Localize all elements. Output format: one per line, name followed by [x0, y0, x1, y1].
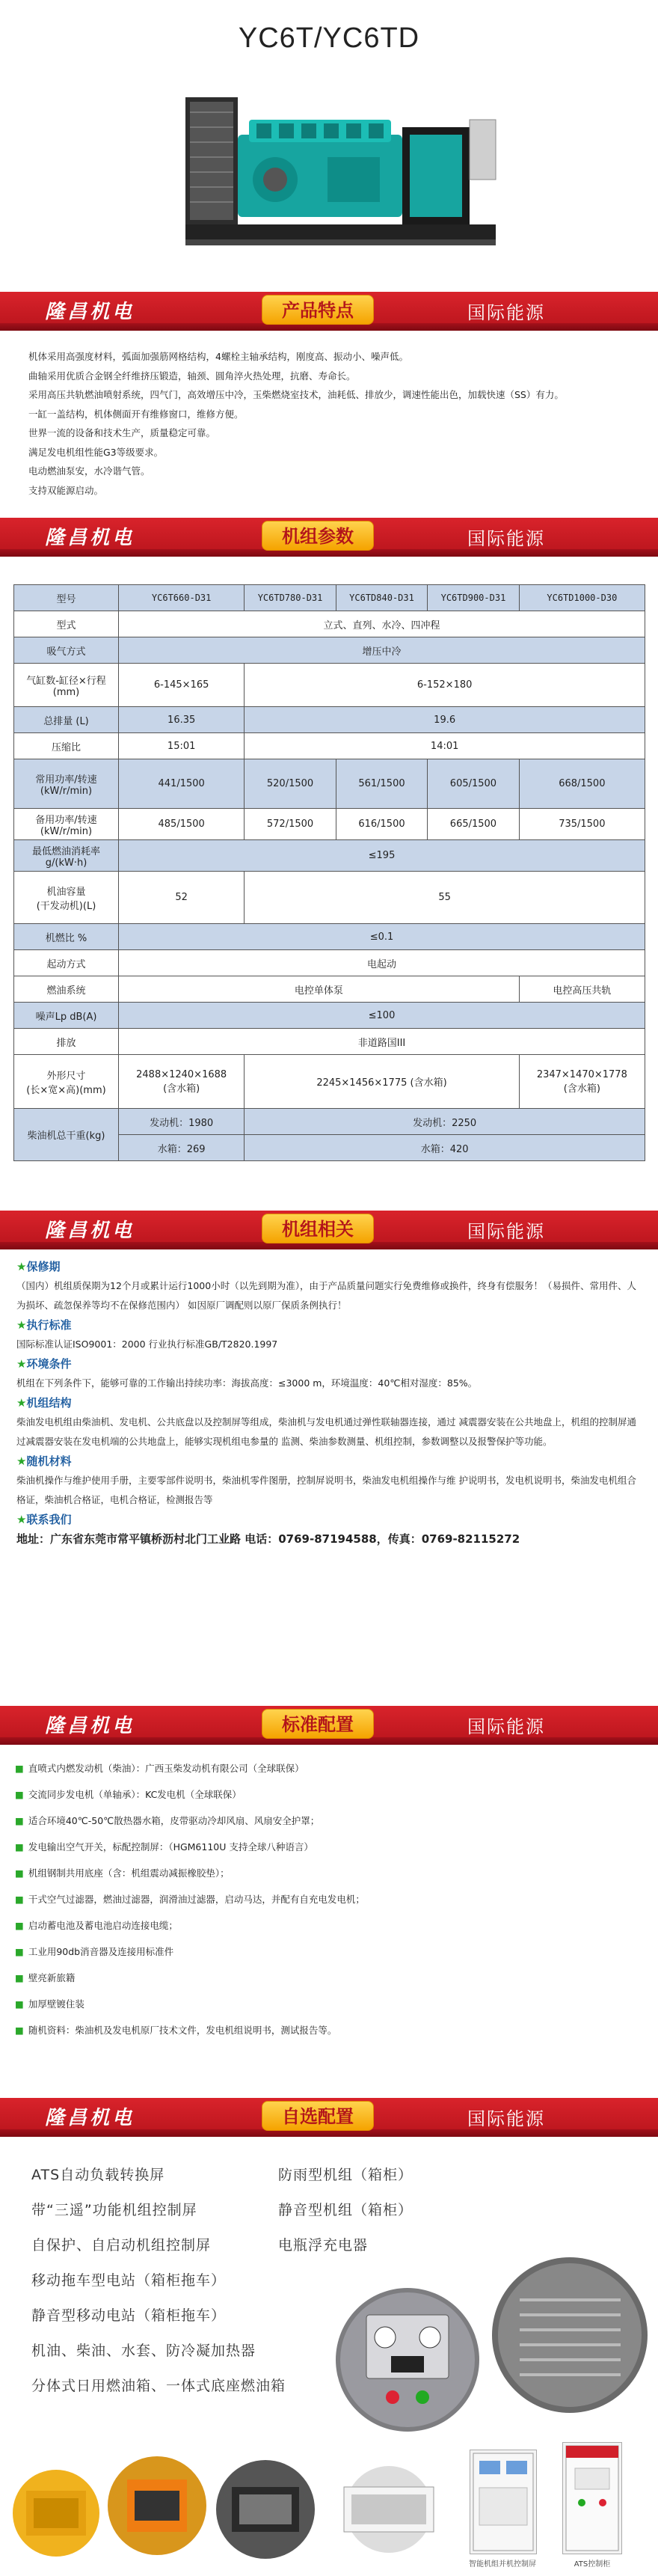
table-cell: 起动方式 — [14, 950, 119, 976]
table-cell: 2245×1456×1775 (含水箱) — [245, 1055, 519, 1109]
table-cell: YC6TD1000-D30 — [519, 585, 645, 611]
option-item: 自保护、自启动机组控制屏 — [31, 2237, 212, 2254]
brand-logo: 隆昌机电 — [45, 1220, 135, 1242]
list-item: ■ 适合环境40℃-50℃散热器水箱，皮带驱动冷却风扇、风扇安全护罩； — [15, 1815, 320, 1826]
table-cell: 发动机：2250 — [245, 1109, 645, 1135]
banner-right-text: 国际能源 — [467, 1221, 545, 1242]
banner-tag-features: 产品特点 — [262, 295, 374, 325]
table-row — [14, 1029, 645, 1055]
banner-tag-standard: 标准配置 — [262, 1709, 374, 1739]
table-row — [14, 733, 645, 759]
table-row — [14, 976, 645, 1003]
paragraph: 柴油发电机组由柴油机、发电机、公共底盘以及控制屏等组成，柴油机与发电机通过弹性联轴器连接，通过 减震器安装在公共地盘上，机组的控制屏通过减震器安装在发电机端的公共地盘上，能够实现机组电参量的 监测、柴油参数测量、机组控制，参数调整以及报警保护等功能。 — [16, 1416, 636, 1447]
table-row — [14, 809, 645, 840]
table-row — [14, 707, 645, 733]
list-item: ■ 交流同步发电机（单轴承）：KC发电机（全球联保） — [15, 1789, 242, 1800]
banner-tag-related: 机组相关 — [262, 1214, 374, 1243]
cabinet-icon — [470, 2450, 536, 2554]
table-cell: 噪声Lp dB(A) — [14, 1003, 119, 1029]
table-cell: 2347×1470×1778 (含水箱) — [519, 1055, 645, 1109]
list-item: ■ 壁亮新旅籍 — [15, 1972, 76, 1983]
feature-item: 满足发电机组性能G3等级要求。 — [28, 446, 164, 458]
ats-cabinet — [562, 2442, 622, 2554]
table-cell: 52 — [119, 872, 245, 924]
section-heading: ★机组结构 — [16, 1396, 72, 1410]
banner-tag-optional: 自选配置 — [262, 2101, 374, 2131]
list-item: ■ 发电输出空气开关，标配控制屏：（HGM6110U 支持全球八种语言） — [15, 1841, 313, 1853]
spec-section — [0, 557, 658, 1231]
section-heading: ★随机材料 — [16, 1454, 72, 1468]
table-cell: YC6TD780-D31 — [245, 585, 336, 611]
option-item: 带“三遥”功能机组控制屏 — [31, 2202, 197, 2218]
table-cell: 型式 — [14, 611, 119, 637]
option-item: 防雨型机组（箱柜） — [278, 2167, 413, 2183]
option-item: 静音型机组（箱柜） — [278, 2202, 413, 2218]
radiator-photo — [490, 2255, 651, 2416]
table-cell: 总排量 (L) — [14, 707, 119, 733]
option-item: 分体式日用燃油箱、一体式底座燃油箱 — [31, 2378, 286, 2394]
table-row — [14, 1003, 645, 1029]
control-panel-photo — [333, 2285, 482, 2435]
contact-info: 地址：广东省东莞市常平镇桥沥村北门工业路 电话：0769-87194588，传真：0769-82115272 — [16, 1532, 520, 1546]
feature-item: 世界一流的设备和技术生产，质量稳定可靠。 — [28, 427, 216, 438]
table-row — [14, 759, 645, 809]
table-row — [14, 840, 645, 872]
table-cell: 柴油机总干重(kg) — [14, 1109, 119, 1161]
standard-list — [0, 1745, 658, 2043]
table-row — [14, 637, 645, 664]
table-row — [14, 585, 645, 611]
parallel-control-cabinet — [470, 2450, 537, 2554]
table-cell: 电控高压共轨 — [519, 976, 645, 1003]
feature-item: 一缸一盖结构，机体侧面开有维修窗口，维修方便。 — [28, 408, 244, 420]
table-cell: 型号 — [14, 585, 119, 611]
option-item: 机油、柴油、水套、防冷凝加热器 — [31, 2343, 256, 2359]
table-row — [14, 1055, 645, 1109]
banner-optional — [0, 2098, 658, 2137]
table-cell: 19.6 — [245, 707, 645, 733]
table-cell: 2488×1240×1688 (含水箱) — [119, 1055, 245, 1109]
section-heading: ★保修期 — [16, 1260, 61, 1273]
banner-related — [0, 1211, 658, 1249]
feature-list — [0, 331, 658, 518]
table-cell: 增压中冷 — [119, 637, 645, 664]
table-cell: 616/1500 — [336, 809, 427, 840]
list-item: ■ 机组钢制共用底座（含：机组震动减振橡胶垫）； — [15, 1867, 230, 1879]
related-content — [0, 1249, 658, 1549]
spec-table — [13, 584, 645, 1161]
table-cell: 电控单体泵 — [119, 976, 520, 1003]
feature-item: 支持双能源启动。 — [28, 484, 104, 496]
genset-photo-orange — [105, 2450, 209, 2562]
table-cell: YC6TD900-D31 — [428, 585, 519, 611]
table-cell: 520/1500 — [245, 759, 336, 809]
table-cell: 水箱：269 — [119, 1135, 245, 1161]
related-section — [0, 1211, 658, 1549]
table-row — [14, 924, 645, 950]
table-cell: 最低燃油消耗率 g/(kW·h) — [14, 840, 119, 872]
table-cell: 非道路国III — [119, 1029, 645, 1055]
list-item: ■ 随机资料：柴油机及发电机原厂技术文件，发电机组说明书，测试报告等。 — [15, 2025, 337, 2036]
section-heading: ★联系我们 — [16, 1513, 72, 1526]
table-cell: 6-152×180 — [245, 664, 645, 707]
list-item: ■ 直喷式内燃发动机（柴油）：广西玉柴发动机有限公司（全球联保） — [15, 1763, 304, 1774]
brand-logo: 隆昌机电 — [45, 2107, 135, 2129]
section-heading: ★执行标准 — [16, 1318, 72, 1332]
table-cell: 排放 — [14, 1029, 119, 1055]
table-row — [14, 1109, 645, 1135]
table-cell: 水箱：420 — [245, 1135, 645, 1161]
feature-item: 曲轴采用优质合金钢全纤维挤压锻造，轴颈、圆角淬火热处理，抗磨、寿命长。 — [28, 370, 356, 382]
banner-features — [0, 292, 658, 331]
table-cell: 485/1500 — [119, 809, 245, 840]
table-cell: 668/1500 — [519, 759, 645, 809]
table-cell: 燃油系统 — [14, 976, 119, 1003]
paragraph: （国内）机组质保期为12个月或累计运行1000小时（以先到期为准），由于产品质量问题实行免费维修或换件，终身有偿服务！（易损件、常用件、人为损坏、疏忽保养等均不在保修范围内） 如因原厂调配则以原厂保质条例执行！ — [16, 1280, 636, 1311]
table-cell: 常用功率/转速 (kW/r/min) — [14, 759, 119, 809]
table-cell: ≤0.1 — [119, 924, 645, 950]
option-item: 静音型移动电站（箱柜拖车） — [31, 2307, 227, 2324]
standard-section — [0, 1706, 658, 2043]
banner-right-text: 国际能源 — [467, 528, 545, 549]
banner-standard — [0, 1706, 658, 1745]
feature-item: 机体采用高强度材料，弧面加强筋网格结构，4螺栓主轴承结构，刚度高、振动小、噪声低。 — [28, 351, 408, 362]
genset-photo-white — [325, 2465, 452, 2554]
cabinet-caption: ATS控制柜 — [574, 2560, 611, 2569]
genset-photo-yellow — [11, 2461, 101, 2566]
banner-right-text: 国际能源 — [467, 302, 545, 323]
table-cell: 665/1500 — [428, 809, 519, 840]
genset-photo-dark — [213, 2457, 318, 2562]
feature-item: 电动燃油泵安，水冷谐气管。 — [28, 465, 150, 477]
banner-params — [0, 518, 658, 557]
banner-right-text: 国际能源 — [467, 1716, 545, 1737]
paragraph: 机组在下列条件下，能够可靠的工作输出持续功率：海拔高度：≤3000 m，环境温度：40℃相对湿度：85%。 — [16, 1377, 478, 1389]
banner-tag-params: 机组参数 — [262, 521, 374, 551]
list-item: ■ 干式空气过滤器，燃油过滤器，润滑油过滤器，启动马达，并配有自充电发电机； — [15, 1894, 365, 1905]
table-cell: 55 — [245, 872, 645, 924]
table-cell: 立式、直列、水冷、四冲程 — [119, 611, 645, 637]
table-cell: 外形尺寸 (长×宽×高)(mm) — [14, 1055, 119, 1109]
cabinet-icon — [563, 2443, 621, 2554]
table-cell: 机燃比 % — [14, 924, 119, 950]
option-item: 电瓶浮充电器 — [278, 2237, 369, 2254]
table-cell: 441/1500 — [119, 759, 245, 809]
brand-logo: 隆昌机电 — [45, 527, 135, 549]
table-cell: 735/1500 — [519, 809, 645, 840]
brand-logo: 隆昌机电 — [45, 301, 135, 323]
table-cell: 16.35 — [119, 707, 245, 733]
table-cell: 561/1500 — [336, 759, 427, 809]
list-item: ■ 启动蓄电池及蓄电池启动连接电缆； — [15, 1920, 178, 1931]
table-cell: YC6T660-D31 — [119, 585, 245, 611]
table-cell: 电起动 — [119, 950, 645, 976]
hero-section — [0, 67, 658, 292]
brand-logo: 隆昌机电 — [45, 1715, 135, 1737]
list-item: ■ 工业用90db消音器及连接用标准件 — [15, 1946, 174, 1957]
table-cell: 605/1500 — [428, 759, 519, 809]
feature-item: 采用高压共轨燃油喷射系统，四气门，高效增压中冷，玉柴燃烧室技术，油耗低、排放少，调速性能出色，加载快速（SS）有力。 — [28, 389, 564, 400]
page-title: YC6T/YC6TD — [238, 22, 420, 54]
section-heading: ★环境条件 — [16, 1357, 72, 1371]
banner-right-text: 国际能源 — [467, 2108, 545, 2129]
option-item: ATS自动负载转换屏 — [31, 2167, 165, 2183]
paragraph: 国际标准认证ISO9001：2000 行业执行标准GB/T2820.1997 — [16, 1339, 278, 1350]
list-item: ■ 加厚壁镀住装 — [15, 1998, 84, 2010]
table-cell: 6-145×165 — [119, 664, 245, 707]
table-cell: 吸气方式 — [14, 637, 119, 664]
table-cell: 机油容量 (干发动机)(L) — [14, 872, 119, 924]
table-cell: 15:01 — [119, 733, 245, 759]
table-row — [14, 872, 645, 924]
paragraph: 柴油机操作与维护使用手册，主要零部件说明书，柴油机零件图册，控制屏说明书，柴油发电机组操作与维 护说明书，发电机说明书，柴油发电机组合格证，柴油机合格证，电机合格证，检测报告等 — [16, 1475, 636, 1505]
table-cell: 压缩比 — [14, 733, 119, 759]
table-cell: 气缸数-缸径×行程 (mm) — [14, 664, 119, 707]
table-cell: ≤195 — [119, 840, 645, 872]
option-item: 移动拖车型电站（箱柜拖车） — [31, 2272, 227, 2289]
table-cell: 备用功率/转速 (kW/r/min) — [14, 809, 119, 840]
optional-section — [0, 2098, 658, 2576]
table-cell: ≤100 — [119, 1003, 645, 1029]
table-row — [14, 611, 645, 637]
table-row — [14, 664, 645, 707]
table-row — [14, 950, 645, 976]
table-cell: 发动机：1980 — [119, 1109, 245, 1135]
generator-set-image — [178, 67, 499, 269]
cabinet-caption: 智能机组并机控制屏 — [469, 2560, 536, 2569]
table-cell: YC6TD840-D31 — [336, 585, 427, 611]
table-cell: 572/1500 — [245, 809, 336, 840]
table-cell: 14:01 — [245, 733, 645, 759]
